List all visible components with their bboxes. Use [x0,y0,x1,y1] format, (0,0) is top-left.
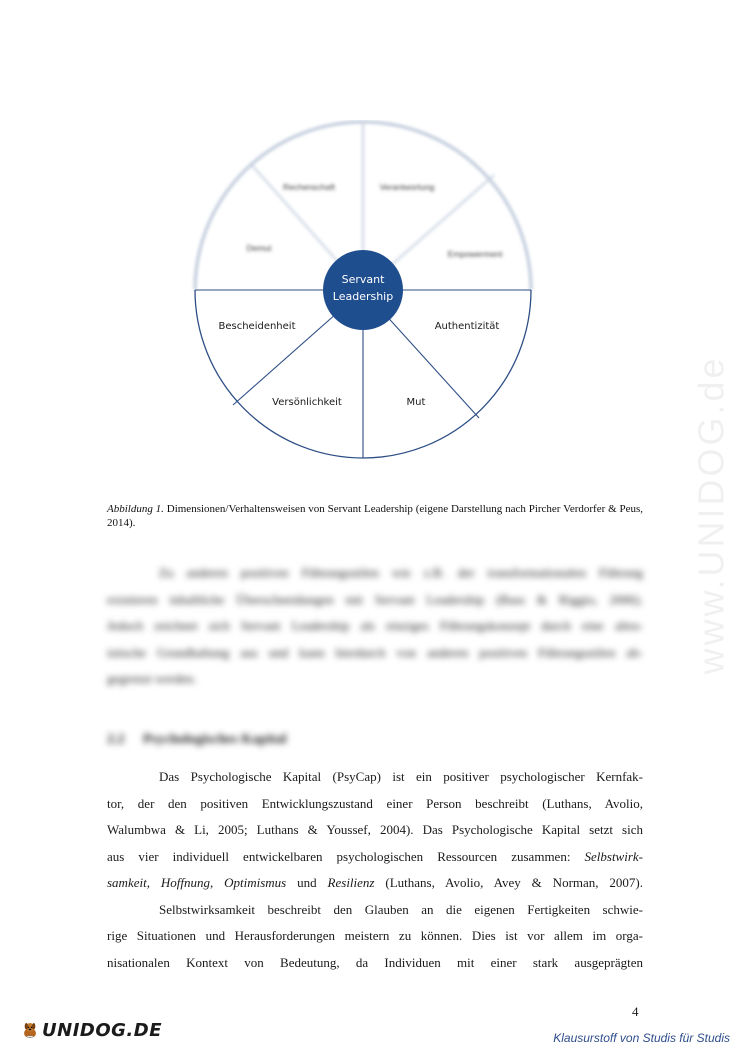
center-label-line2: Leadership [332,290,394,303]
segment-label-versoenlichkeit: Versönlichkeit [272,397,342,408]
segment-label-authentizitaet: Authentizität [434,321,500,332]
blurred-paragraph [107,560,643,693]
body-line-3: Walumbwa & Li, 2005; Luthans & Youssef, 2004). Das Psychologische Kapital setzt sich [107,822,643,837]
blurred-line-1: Zu anderen positiven Führungsstilen wie z.B. der transformationalen Führung [159,565,643,580]
segment-label-blurred-4: Rechenschaft [283,182,335,192]
blurred-line-5: gegrenzt werden. [107,671,197,686]
watermark-text: www.UNIDOG.de [691,355,732,675]
section-number: 2.2 [107,732,125,747]
section-heading [107,732,287,748]
body-line-5: samkeit, Hoffnung, Optimismus und Resilienz (Luthans, Avolio, Avey & Norman, 2007). [107,875,644,890]
figure-caption [107,502,643,530]
caption-label: Abbildung 1. [107,503,164,515]
body-paragraph [107,764,643,976]
body-line-7: rige Situationen und Herausforderungen meistern zu können. Dies ist vor allem im orga- [107,928,643,943]
segment-label-mut: Mut [406,397,426,408]
watermark [692,290,732,740]
body-line-1: Das Psychologische Kapital (PsyCap) ist ein positiver psychologischer Kernfak- [159,769,643,784]
servant-leadership-diagram [185,120,545,465]
body-line-4: aus vier individuell entwickelbaren psychologischen Ressourcen zusammen: Selbstwirk- [107,848,643,864]
blurred-line-3: Jedoch zeichnet sich Servant Leadership als einziges Führungskonzept durch eine altru- [107,618,643,633]
segment-label-blurred-2: Empowerment [447,249,503,259]
section-title: Psychologisches Kapital [143,732,287,747]
page-number: 4 [632,1004,639,1019]
center-label-line1: Servant [341,273,385,286]
dog-mascot-icon [22,1014,38,1046]
caption-text: Dimensionen/Verhaltensweisen von Servant Leadership (eigene Darstellung nach Pircher Verdorfer & Peus, 2014). [107,503,643,529]
blurred-line-4: istische Grundhaltung aus und kann hierdurch von anderen positiven Führungsstilen ab- [107,644,643,660]
segment-label-blurred-3: Demut [246,243,272,253]
logo-text: UNIDOG.DE [42,1019,162,1041]
segment-label-blurred-1: Verantwortung [379,182,435,192]
unidog-logo[interactable] [22,1012,162,1048]
body-line-8: nisationalen Kontext von Bedeutung, da Individuen mit einer stark ausgeprägten [107,954,643,970]
body-line-6: Selbstwirksamkeit beschreibt den Glauben an die eigenen Fertigkeiten schwie- [159,901,643,917]
body-line-2: tor, der den positiven Entwicklungszustand einer Person beschreibt (Luthans, Avolio, [107,795,643,811]
blurred-line-2: existieren inhaltliche Überschneidungen mit Servant Leadership (Bass & Riggio, 2006). [107,591,643,607]
segment-label-bescheidenheit: Bescheidenheit [218,321,296,332]
footer-slogan: Klausurstoff von Studis für Studis [553,1031,730,1045]
